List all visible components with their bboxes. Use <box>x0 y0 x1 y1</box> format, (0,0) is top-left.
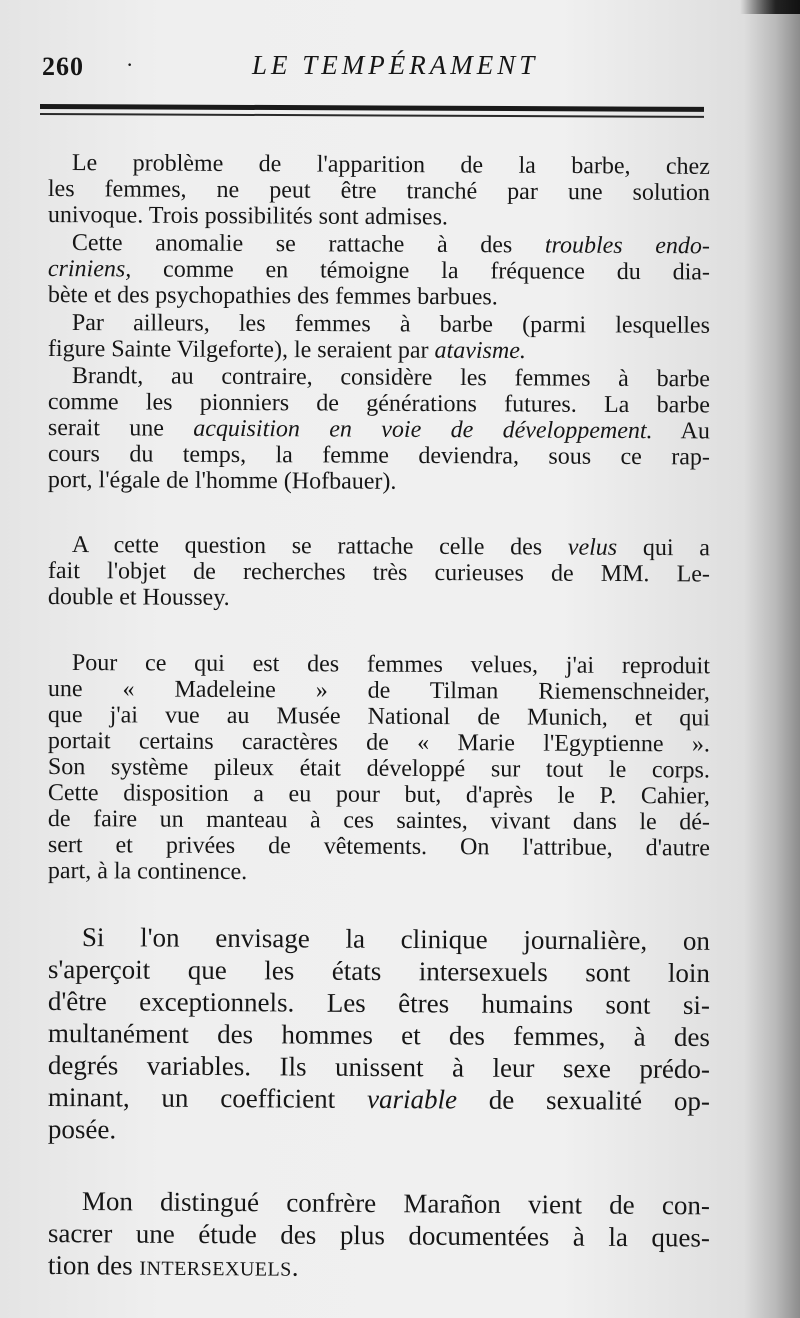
line-text: sacrer une étude des plus documentées à la ques- <box>47 1218 710 1253</box>
text-line <box>48 728 710 757</box>
line-text: posée. <box>47 1114 117 1145</box>
line-text: minant, un coefficient <box>47 1082 368 1114</box>
emphasis-text: troubles endo- <box>544 232 711 260</box>
line-text: comme les pionniers de générations futures. La barbe <box>47 389 710 419</box>
line-text: d'être exceptionnels. Les êtres humains sont si- <box>47 986 710 1021</box>
line-text: figure Sainte Vilgeforte), le seraient par <box>47 336 435 364</box>
text-line <box>48 1250 710 1288</box>
line-text: univoque. Trois possibilités sont admises. <box>47 202 449 231</box>
text-line <box>48 1082 710 1116</box>
text-line <box>48 754 710 783</box>
text-line <box>48 584 710 613</box>
text-line <box>48 1050 710 1084</box>
text-line <box>48 389 710 418</box>
line-text: tion des <box>47 1250 140 1281</box>
line-text: Le problème de l'apparition de la barbe, chez <box>71 150 710 180</box>
emphasis-text: atavisme. <box>434 337 526 365</box>
line-text: Au <box>652 418 711 445</box>
text-line <box>48 954 710 988</box>
text-line <box>48 441 710 470</box>
running-title: LE TEMPÉRAMENT <box>252 50 539 80</box>
text-line <box>48 336 710 365</box>
emphasis-text: acquisition en voie de développement. <box>193 415 653 445</box>
text-line <box>72 363 710 392</box>
line-text: cours du temps, la femme deviendra, sous ce rap- <box>47 441 710 471</box>
line-text: Pour ce qui est des femmes velues, j'ai reproduit <box>71 650 710 680</box>
line-text: Son système pileux était développé sur tout le corps. <box>47 754 710 784</box>
line-text: les femmes, ne peut être tranché par une solution <box>47 176 710 207</box>
text-line <box>48 282 710 311</box>
line-text: comme en témoigne la fréquence du dia- <box>131 256 710 286</box>
text-line <box>48 1218 710 1253</box>
emphasis-text: criniens, <box>47 256 132 283</box>
text-line <box>72 650 710 679</box>
text-line <box>48 1114 710 1148</box>
text-line <box>48 780 710 809</box>
text-line <box>72 150 710 180</box>
text-line <box>48 256 710 285</box>
text-line <box>48 1018 710 1052</box>
line-text: Cette disposition a eu pour but, d'après le P. Cahier, <box>47 780 710 810</box>
header-separator: · <box>126 52 134 77</box>
line-text: A cette question se rattache celle des <box>71 532 568 561</box>
text-line <box>48 202 710 232</box>
line-text: multanément des hommes et des femmes, à des <box>47 1018 710 1053</box>
line-text: degrés variables. Ils unissent à leur sexe prédo- <box>47 1050 710 1085</box>
text-line <box>48 558 710 587</box>
page-number: 260 <box>42 52 84 81</box>
line-text: une « Madeleine » de Tilman Riemenschneider, <box>47 676 710 706</box>
line-text: s'aperçoit que les états intersexuels sont loin <box>47 954 710 989</box>
line-text: de sexualité op- <box>456 1084 710 1117</box>
line-text: fait l'objet de recherches très curieuses de MM. Le- <box>47 558 710 588</box>
text-line <box>48 415 710 444</box>
line-text: Mon distingué confrère Marañon vient de con- <box>81 1186 710 1221</box>
text-line <box>48 986 710 1020</box>
text-line <box>48 467 710 496</box>
page-header <box>42 46 712 92</box>
line-text: port, l'égale de l'homme (Hofbauer). <box>47 467 397 495</box>
smallcaps-text: INTERSEXUELS <box>139 1257 292 1281</box>
text-line <box>48 676 710 705</box>
text-line <box>72 532 710 561</box>
text-line <box>48 176 710 206</box>
emphasis-text: variable <box>366 1083 458 1115</box>
line-text: serait une <box>47 415 194 442</box>
line-text: . <box>291 1251 299 1282</box>
line-text: bète et des psychopathies des femmes barbues. <box>47 282 498 311</box>
book-spine-shadow <box>740 0 800 14</box>
emphasis-text: velus <box>567 534 618 561</box>
line-text: double et Houssey. <box>47 584 230 611</box>
text-line <box>48 702 710 731</box>
line-text: de faire un manteau à ces saintes, vivant dans le dé- <box>47 806 710 836</box>
text-line <box>48 806 710 835</box>
text-line <box>72 230 710 259</box>
line-text: Par ailleurs, les femmes à barbe (parmi lesquelles <box>71 310 710 339</box>
line-text: sert et privées de vêtements. On l'attribue, d'autre <box>47 832 710 862</box>
line-text: qui a <box>617 534 711 562</box>
text-line <box>48 832 710 861</box>
line-text: part, à la continence. <box>47 858 248 886</box>
line-text: Si l'on envisage la clinique journalière, on <box>81 922 710 956</box>
line-text: Brandt, au contraire, considère les femmes à barbe <box>71 363 710 393</box>
text-line <box>72 310 710 339</box>
text-line <box>48 858 710 887</box>
line-text: que j'ai vue au Musée National de Munich, et qui <box>47 702 710 732</box>
line-text: portait certains caractères de « Marie l'Egyptienne ». <box>47 728 710 758</box>
line-text: Cette anomalie se rattache à des <box>71 230 545 259</box>
text-line <box>82 1186 710 1220</box>
text-line <box>82 922 710 956</box>
